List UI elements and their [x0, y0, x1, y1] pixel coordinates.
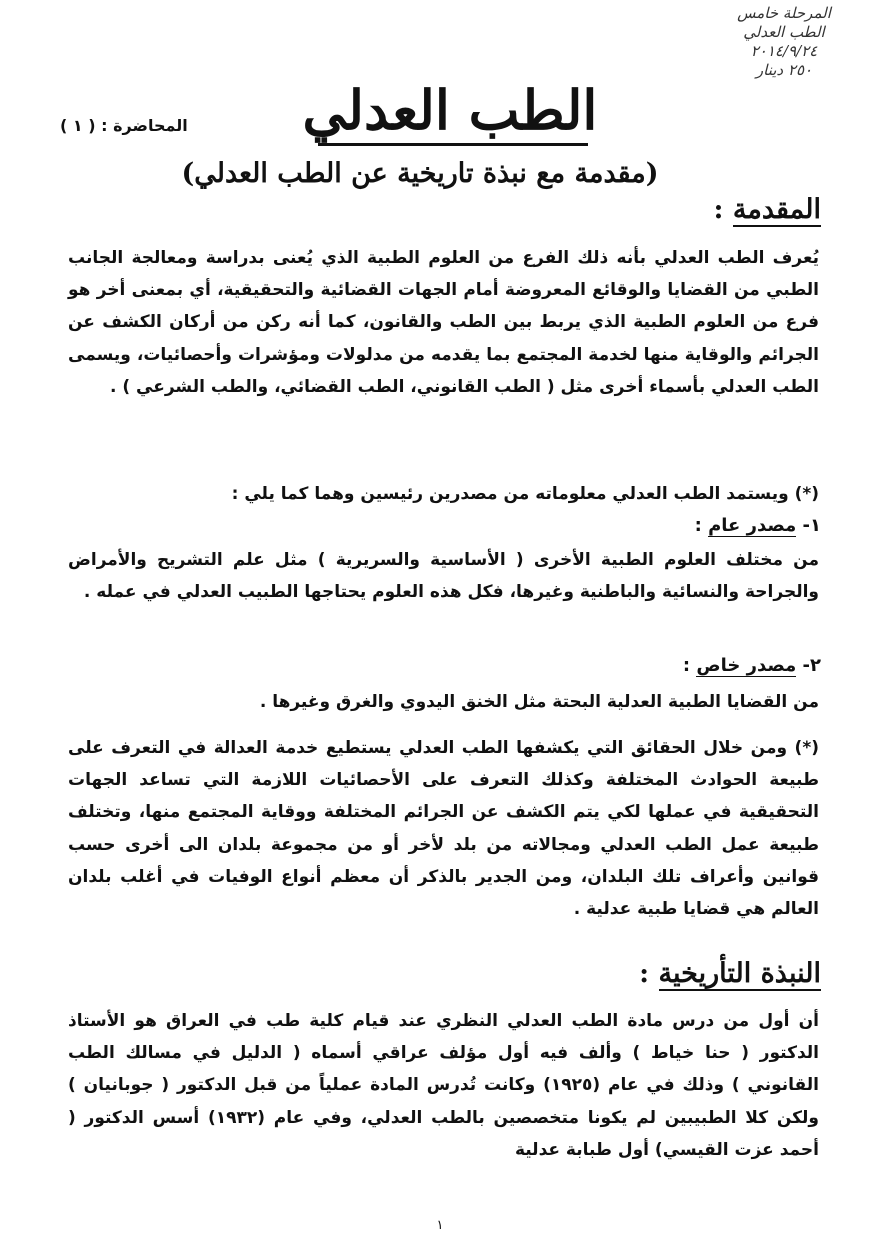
handwritten-line: الطب العدلي [743, 23, 825, 41]
intro-heading [714, 194, 821, 225]
handwritten-line: ٢٠١٤/٩/٢٤ [750, 42, 818, 60]
sources-intro: (*) ويستمد الطب العدلي معلوماته من مصدرين رئيسين وهما كما يلي : [231, 484, 819, 504]
importance-paragraph: (*) ومن خلال الحقائق التي يكشفها الطب العدلي يستطيع خدمة العدالة في التعرف على طبيعة الحوادث المختلفة وكذلك التعرف على الأحصائيات اللازمة التي تساعد الجهات التحقيقية في عملها لكي يتم الكشف عن الجرائم المختلفة ووقاية المجتمع منها، وتختلف طبيعة عمل الطب العدلي ومجالاته من بلد لأخر أو من مجموعة بلدان الى أخرى حسب قوانين وأعراف تلك البلدان، ومن الجدير بالذكر أن معظم أنواع الوفيات في أغلب بلدان العالم هي قضايا طبية عدلية . [68, 738, 819, 920]
source-special-text: من القضايا الطبية العدلية البحتة مثل الخنق اليدوي والغرق وغيرها . [259, 692, 819, 712]
page-subtitle: (مقدمة مع نبذة تاريخية عن الطب العدلي) [181, 158, 659, 189]
intro-paragraph: يُعرف الطب العدلي بأنه ذلك الفرع من العلوم الطبية الذي يُعنى بدراسة ومعالجة الجانب الطبي من القضايا والوقائع المعروضة أمام الجهات القضائية والتحقيقية، أي بمعنى أخر هو فرع من العلوم الطبية الذي يربط بين الطب والقانون، كما أنه ركن من أركان الكشف عن الجرائم والوقاية منها لخدمة المجتمع بما يقدمه من مدلولات ومؤشرات وأحصائيات، ويسمى الطب العدلي بأسماء أخرى مثل ( الطب القانوني، الطب القضائي، والطب الشرعي ) . [68, 248, 819, 397]
source-special-label: مصدر خاص [696, 655, 797, 676]
page-number: ١ [436, 1218, 444, 1233]
source-special-colon: : [682, 655, 697, 676]
title-underline [318, 143, 588, 146]
source-general-label: مصدر عام [708, 515, 797, 536]
history-paragraph: أن أول من درس مادة الطب العدلي النظري عند قيام كلية طب في العراق هو الأستاذ الدكتور ( حنا خياط ) وألف فيه أول مؤلف عراقي أسماه ( الدليل في مسالك الطب القانوني ) وذلك في عام (١٩٢٥) وكانت تُدرس المادة عملياً من قبل الدكتور ( جوبانيان ) ولكن كلا الطبيبين لم يكونا متخصصين بالطب العدلي، وفي عام (١٩٣٢) أسس الدكتور ( أحمد عزت القيسي) أول طبابة عدلية [68, 1011, 819, 1160]
history-heading [639, 958, 821, 989]
source-general-text: من مختلف العلوم الطبية الأخرى ( الأساسية والسريرية ) مثل علم التشريح والأمراض والجراحة والنسائية والباطنية وغيرها، فكل هذه العلوم يحتاجها الطبيب العدلي في عمله . [68, 550, 819, 603]
handwritten-line: المرحلة خامس [737, 4, 831, 22]
page-title: الطب العدلي [302, 78, 598, 142]
source-special-heading [683, 654, 821, 678]
history-heading-text: النبذة التأريخية [658, 958, 821, 989]
handwritten-note [709, 4, 859, 80]
history-heading-colon: : [639, 958, 659, 989]
source-general-number: ١- [796, 515, 821, 536]
source-general-colon: : [694, 515, 709, 536]
handwritten-line: ٢٥٠ دينار [755, 61, 813, 79]
source-special-number: ٢- [796, 655, 821, 676]
source-general-heading [695, 514, 821, 538]
intro-heading-text: المقدمة [732, 194, 821, 225]
lecture-number: المحاضرة : ( ١ ) [60, 116, 188, 135]
intro-heading-colon: : [713, 194, 733, 225]
